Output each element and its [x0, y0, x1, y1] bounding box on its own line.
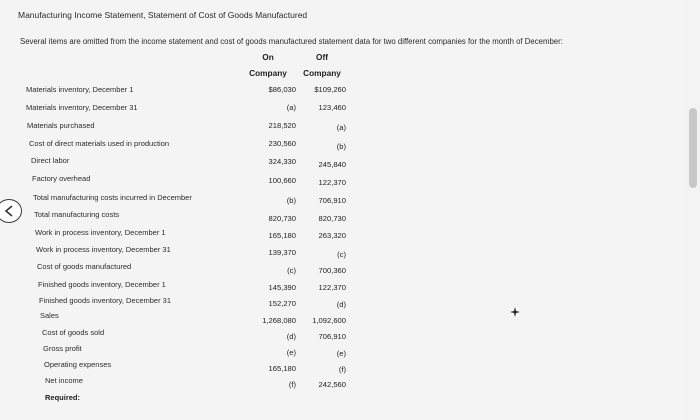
row-off-value: 263,320: [318, 231, 346, 240]
row-off-value: (d): [336, 300, 346, 309]
row-off-value: 122,370: [318, 283, 346, 292]
col-off-line2: Company: [303, 68, 341, 78]
page-title: Manufacturing Income Statement, Statement of Cost of Goods Manufactured: [18, 10, 308, 20]
row-on-value: 1,268,080: [262, 316, 296, 325]
row-on-value: 165,180: [268, 231, 296, 240]
row-on-value: 145,390: [268, 283, 296, 292]
row-label: Total manufacturing costs incurred in December: [33, 193, 192, 202]
row-on-value: 218,520: [268, 121, 296, 130]
row-on-value: 230,560: [268, 139, 296, 148]
row-off-value: 242,560: [318, 380, 346, 389]
row-off-value: 123,460: [318, 103, 346, 112]
row-on-value: (e): [286, 348, 296, 357]
scrollbar-thumb[interactable]: [689, 108, 697, 188]
row-on-value: (c): [287, 266, 296, 275]
col-off-line1: Off: [316, 52, 328, 62]
row-label: Materials purchased: [27, 121, 95, 130]
row-label: Net income: [45, 376, 83, 385]
row-off-value: (f): [338, 365, 346, 374]
row-label: Sales: [40, 311, 59, 320]
row-on-value: (b): [286, 196, 296, 205]
row-label: Materials inventory, December 1: [26, 85, 134, 94]
row-off-value: (a): [336, 123, 346, 132]
row-on-value: 152,270: [268, 299, 296, 308]
row-label: Work in process inventory, December 31: [36, 245, 171, 254]
row-off-value: 245,840: [318, 160, 346, 169]
intro-text: Several items are omitted from the income statement and cost of goods manufactured statement data for two different companies for the month of December:: [20, 37, 563, 46]
col-on-line1: On: [262, 52, 274, 62]
row-off-value: $109,260: [314, 85, 346, 94]
cursor-icon: [510, 307, 520, 317]
row-label: Finished goods inventory, December 31: [39, 296, 172, 305]
row-on-value: (f): [288, 380, 296, 389]
row-on-value: (d): [286, 332, 296, 341]
row-off-value: 700,360: [318, 266, 346, 275]
row-off-value: (c): [337, 250, 346, 259]
required-heading: Required:: [45, 393, 81, 402]
row-label: Operating expenses: [44, 360, 112, 369]
row-off-value: 820,730: [318, 214, 346, 223]
row-label: Cost of direct materials used in production: [29, 139, 170, 148]
row-on-value: 100,660: [268, 176, 296, 185]
row-off-value: (b): [336, 142, 346, 151]
row-on-value: 324,330: [268, 157, 296, 166]
row-label: Materials inventory, December 31: [26, 103, 138, 112]
row-off-value: 122,370: [318, 178, 346, 187]
row-label: Finished goods inventory, December 1: [38, 280, 166, 289]
col-on-line2: Company: [249, 68, 287, 78]
row-on-value: $86,030: [268, 85, 296, 94]
row-off-value: 1,092,600: [312, 316, 346, 325]
row-label: Gross profit: [43, 344, 82, 353]
row-on-value: 165,180: [268, 364, 296, 373]
row-on-value: 820,730: [268, 214, 296, 223]
row-label: Cost of goods sold: [42, 328, 105, 337]
row-label: Factory overhead: [32, 174, 91, 183]
row-label: Direct labor: [31, 156, 70, 165]
row-off-value: (e): [336, 349, 346, 358]
row-label: Work in process inventory, December 1: [35, 228, 166, 237]
row-off-value: 706,910: [318, 332, 346, 341]
row-off-value: 706,910: [318, 196, 346, 205]
row-label: Total manufacturing costs: [34, 210, 120, 219]
chevron-left-icon-glyph: [4, 205, 14, 217]
row-label: Cost of goods manufactured: [37, 262, 132, 271]
row-on-value: (a): [286, 103, 296, 112]
row-on-value: 139,370: [268, 248, 296, 257]
